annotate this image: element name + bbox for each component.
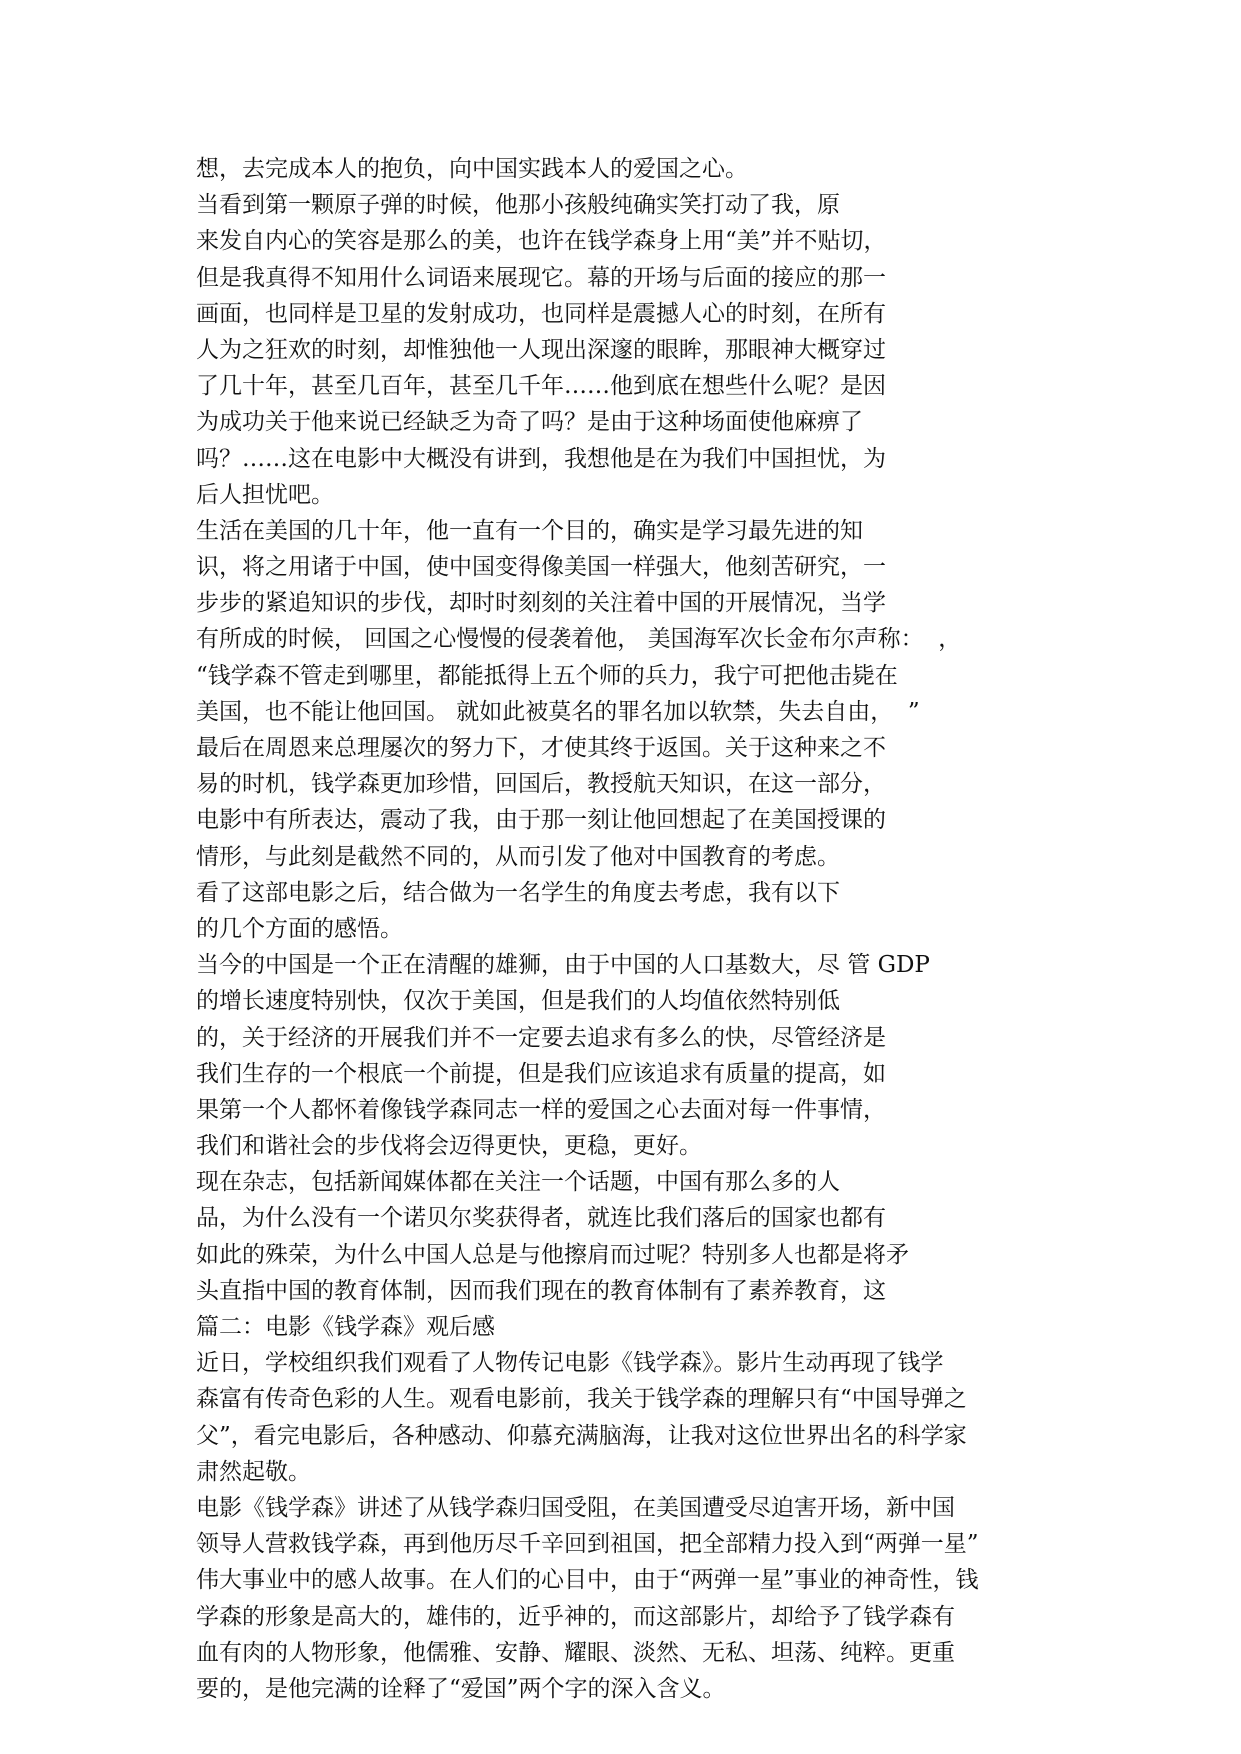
text-line: 我们和谐社会的步伐将会迈得更快，更稳，更好。	[196, 1133, 702, 1160]
text-line: 了几十年，甚至几百年，甚至几千年……他到底在想些什么呢？是因	[196, 373, 886, 400]
text-line: 来发自内心的笑容是那么的美，也许在钱学森身上用“美”并不贴切，	[196, 228, 887, 255]
text-line: 现在杂志，包括新闻媒体都在关注一个话题，中国有那么多的人	[196, 1169, 840, 1196]
body-text	[196, 151, 1076, 1707]
text-line: 看了这部电影之后，结合做为一名学生的角度去考虑，我有以下	[196, 879, 840, 906]
text-line: 后人担忧吧。	[196, 481, 334, 508]
text-line: 领导人营救钱学森，再到他历尽千辛回到祖国，把全部精力投入到“两弹一星”	[196, 1531, 979, 1558]
text-line: 伟大事业中的感人故事。在人们的心目中，由于“两弹一星”事业的神奇性，钱	[196, 1567, 979, 1594]
text-line: 如此的殊荣，为什么中国人总是与他擦肩而过呢？特别多人也都是将矛	[196, 1241, 909, 1268]
text-line: 篇二：电影《钱学森》观后感	[196, 1314, 495, 1340]
text-line: 父”，看完电影后，各种感动、仰慕充满脑海，让我对这位世界出名的科学家	[196, 1422, 967, 1449]
text-line: 的，关于经济的开展我们并不一定要去追求有多么的快，尽管经济是	[196, 1024, 886, 1051]
text-line: 步步的紧追知识的步伐，却时时刻刻的关注着中国的开展情况，当学	[196, 590, 886, 617]
text-line: 最后在周恩来总理屡次的努力下，才使其终于返国。关于这种来之不	[196, 735, 886, 761]
text-line: 当今的中国是一个正在清醒的雄狮，由于中国的人口基数大，尽 管 GDP	[196, 952, 930, 979]
text-line: 美国，也不能让他回国。 就如此被莫名的罪名加以软禁，失去自由， ”	[196, 698, 920, 725]
text-line: 近日，学校组织我们观看了人物传记电影《钱学森》。影片生动再现了钱学	[196, 1350, 944, 1377]
text-line: 头直指中国的教育体制，因而我们现在的教育体制有了素养教育，这	[196, 1277, 886, 1304]
text-line: “钱学森不管走到哪里，都能抵得上五个师的兵力，我宁可把他击毙在	[196, 662, 898, 689]
text-line: 电影中有所表达，震动了我，由于那一刻让他回想起了在美国授课的	[196, 807, 886, 834]
text-line: 学森的形象是高大的，雄伟的，近乎神的，而这部影片，却给予了钱学森有	[196, 1603, 955, 1630]
text-line: 情形，与此刻是截然不同的，从而引发了他对中国教育的考虑。	[196, 843, 840, 870]
text-line: 的几个方面的感悟。	[196, 915, 403, 942]
text-line: 识，将之用诸于中国，使中国变得像美国一样强大，他刻苦研究，一	[196, 554, 886, 581]
text-line: 我们生存的一个根底一个前提，但是我们应该追求有质量的提高，如	[196, 1060, 886, 1087]
text-line: 易的时机，钱学森更加珍惜，回国后，教授航天知识，在这一部分，	[196, 771, 886, 798]
text-line: 人为之狂欢的时刻，却惟独他一人现出深邃的眼眸，那眼神大概穿过	[196, 336, 886, 363]
text-line: 有所成的时候， 回国之心慢慢的侵袭着他， 美国海军次长金布尔声称： ，	[196, 626, 962, 653]
text-line: 吗？……这在电影中大概没有讲到，我想他是在为我们中国担忧，为	[196, 445, 886, 472]
text-line: 的增长速度特别快，仅次于美国，但是我们的人均值依然特别低	[196, 988, 840, 1015]
text-line: 想，去完成本人的抱负，向中国实践本人的爱国之心。	[196, 156, 748, 182]
text-line: 电影《钱学森》讲述了从钱学森归国受阻，在美国遭受尽迫害开场，新中国	[196, 1494, 955, 1521]
text-line: 肃然起敬。	[196, 1458, 311, 1485]
text-line: 画面，也同样是卫星的发射成功，也同样是震撼人心的时刻，在所有	[196, 300, 886, 327]
text-line: 当看到第一颗原子弹的时候，他那小孩般纯确实笑打动了我，原	[196, 192, 840, 219]
text-line: 品，为什么没有一个诺贝尔奖获得者，就连比我们落后的国家也都有	[196, 1205, 886, 1232]
text-line: 森富有传奇色彩的人生。观看电影前，我关于钱学森的理解只有“中国导弹之	[196, 1386, 967, 1413]
text-line: 要的，是他完满的诠释了“爱国”两个字的深入含义。	[196, 1675, 726, 1702]
text-line: 果第一个人都怀着像钱学森同志一样的爱国之心去面对每一件事情，	[196, 1096, 886, 1123]
text-line: 生活在美国的几十年，他一直有一个目的，确实是学习最先进的知	[196, 517, 863, 544]
text-line: 血有肉的人物形象，他儒雅、安静、耀眼、淡然、无私、坦荡、纯粹。更重	[196, 1639, 955, 1666]
text-line: 但是我真得不知用什么词语来展现它。幕的开场与后面的接应的那一	[196, 264, 886, 291]
text-line: 为成功关于他来说已经缺乏为奇了吗？是由于这种场面使他麻痹了	[196, 409, 863, 436]
